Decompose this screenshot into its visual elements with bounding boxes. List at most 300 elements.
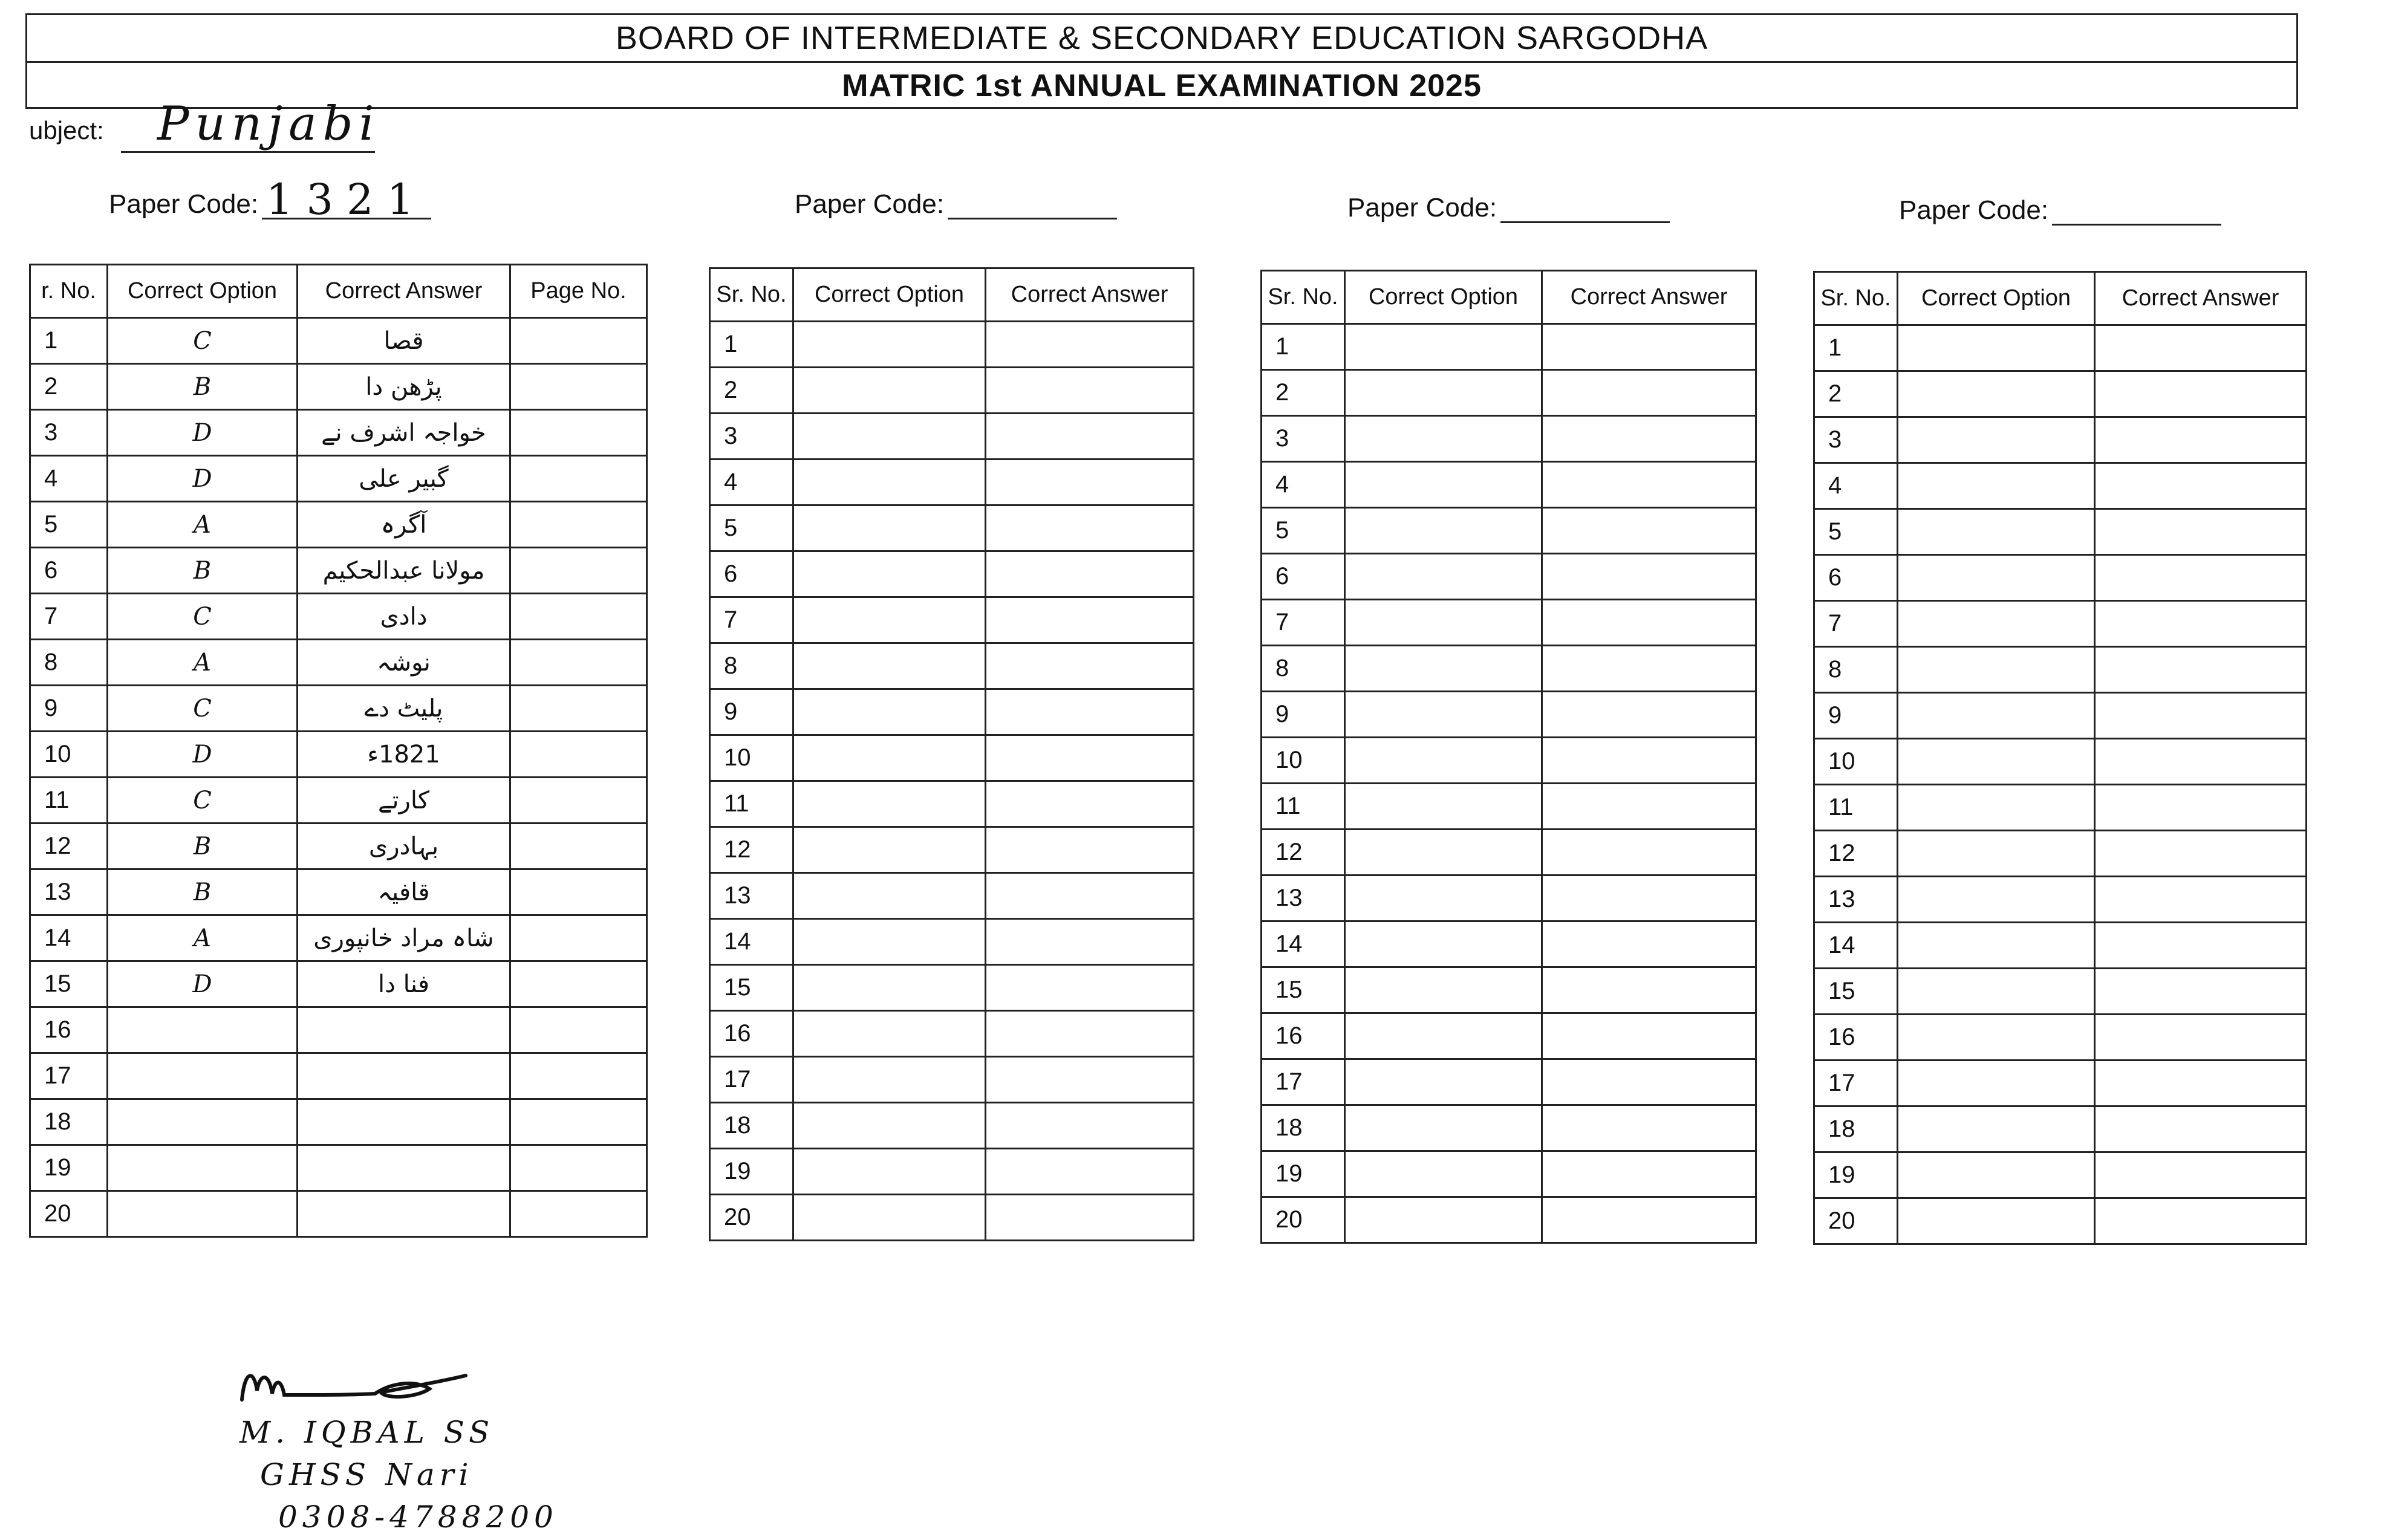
serial-number: 10 — [710, 735, 793, 781]
correct-option-cell — [793, 919, 986, 965]
paper-code-1 — [109, 175, 431, 224]
correct-option-cell — [793, 1011, 986, 1057]
table-row — [30, 640, 647, 686]
correct-option-cell: A — [108, 640, 298, 686]
table-row — [1262, 1151, 1756, 1197]
correct-answer-cell: قافیہ — [298, 869, 510, 915]
column-header: Correct Option — [793, 268, 986, 322]
correct-option-cell — [1345, 1013, 1542, 1059]
serial-number: 2 — [710, 368, 793, 414]
correct-answer-cell — [1542, 830, 1756, 876]
correct-option-cell — [1345, 554, 1542, 600]
correct-option-cell — [793, 1149, 986, 1195]
correct-option-cell: C — [108, 778, 298, 824]
correct-answer-cell — [2095, 1152, 2307, 1198]
table-row — [30, 594, 647, 640]
correct-answer-cell: فنا دا — [298, 961, 510, 1007]
table-row — [30, 364, 647, 410]
correct-option-cell — [1345, 324, 1542, 370]
correct-answer-cell — [986, 965, 1194, 1011]
correct-answer-cell — [986, 597, 1194, 643]
table-row — [710, 689, 1194, 735]
page-number-cell — [510, 732, 647, 778]
table-row — [1262, 1105, 1756, 1151]
table-row — [1262, 738, 1756, 784]
serial-number: 12 — [1262, 830, 1345, 876]
correct-answer-cell — [298, 1053, 510, 1099]
correct-answer-cell — [1542, 784, 1756, 830]
serial-number: 12 — [710, 827, 793, 873]
table-row — [710, 414, 1194, 460]
table-row — [1814, 601, 2307, 647]
table-row — [710, 551, 1194, 597]
correct-answer-cell — [2095, 877, 2307, 923]
serial-number: 8 — [1262, 646, 1345, 692]
correct-option-cell — [1898, 509, 2095, 555]
answer-key-table-3 — [1260, 270, 1757, 1244]
serial-number: 7 — [1814, 601, 1898, 647]
table-row — [30, 318, 647, 364]
correct-option-cell — [1345, 416, 1542, 462]
serial-number: 6 — [1262, 554, 1345, 600]
table-row — [1814, 555, 2307, 601]
exam-title: MATRIC 1st ANNUAL EXAMINATION 2025 — [27, 61, 2296, 109]
serial-number: 15 — [30, 961, 108, 1007]
serial-number: 9 — [710, 689, 793, 735]
column-header: Correct Option — [108, 265, 298, 318]
correct-answer-cell — [986, 643, 1194, 689]
table-row — [710, 827, 1194, 873]
correct-answer-cell — [1542, 738, 1756, 784]
page-number-cell — [510, 961, 647, 1007]
table-row — [1262, 1059, 1756, 1105]
serial-number: 10 — [30, 732, 108, 778]
correct-answer-cell — [2095, 555, 2307, 601]
correct-answer-cell — [1542, 921, 1756, 967]
correct-option-cell — [1345, 967, 1542, 1013]
page-number-cell — [510, 869, 647, 915]
serial-number: 3 — [710, 414, 793, 460]
correct-option-cell — [1898, 417, 2095, 463]
page-number-cell — [510, 594, 647, 640]
table-row — [1262, 876, 1756, 921]
table-row — [1262, 921, 1756, 967]
correct-answer-cell — [1542, 554, 1756, 600]
correct-option-cell — [1345, 692, 1542, 738]
serial-number: 17 — [710, 1057, 793, 1103]
header-box — [25, 13, 2298, 109]
serial-number: 5 — [30, 502, 108, 548]
serial-number: 13 — [710, 873, 793, 919]
table-row — [710, 873, 1194, 919]
table-row — [710, 965, 1194, 1011]
correct-option-cell — [793, 965, 986, 1011]
serial-number: 15 — [1814, 969, 1898, 1015]
correct-answer-cell — [986, 873, 1194, 919]
serial-number: 11 — [1262, 784, 1345, 830]
serial-number: 12 — [1814, 831, 1898, 877]
table-row — [1262, 692, 1756, 738]
correct-option-cell — [1898, 1198, 2095, 1244]
correct-option-cell: C — [108, 686, 298, 732]
correct-answer-cell: آگرہ — [298, 502, 510, 548]
table-row — [710, 643, 1194, 689]
table-row — [710, 1195, 1194, 1241]
table-row — [1814, 463, 2307, 509]
table-row — [30, 1145, 647, 1191]
correct-option-cell — [1345, 921, 1542, 967]
correct-option-cell: A — [108, 502, 298, 548]
serial-number: 13 — [30, 869, 108, 915]
correct-option-cell — [1898, 1152, 2095, 1198]
correct-option-cell — [793, 689, 986, 735]
serial-number: 12 — [30, 824, 108, 869]
column-header: Sr. No. — [1814, 272, 1898, 325]
column-header: Correct Answer — [1542, 271, 1756, 324]
correct-answer-cell — [2095, 371, 2307, 417]
serial-number: 8 — [710, 643, 793, 689]
correct-answer-cell: پڑھن دا — [298, 364, 510, 410]
correct-answer-cell — [2095, 739, 2307, 785]
correct-option-cell — [793, 322, 986, 368]
serial-number: 3 — [30, 410, 108, 456]
correct-option-cell — [1898, 325, 2095, 371]
table-row — [30, 410, 647, 456]
table-header-row — [710, 268, 1194, 322]
correct-answer-cell — [298, 1007, 510, 1053]
paper-code-3 — [1347, 185, 1670, 223]
serial-number: 7 — [30, 594, 108, 640]
table-row — [1814, 325, 2307, 371]
correct-answer-cell — [2095, 509, 2307, 555]
correct-option-cell — [793, 551, 986, 597]
table-row — [30, 1191, 647, 1237]
table-row — [710, 1103, 1194, 1149]
correct-answer-cell — [2095, 831, 2307, 877]
table-row — [1262, 416, 1756, 462]
serial-number: 16 — [1814, 1015, 1898, 1061]
serial-number: 17 — [1814, 1061, 1898, 1106]
table-row — [1814, 923, 2307, 969]
correct-option-cell — [1898, 463, 2095, 509]
table-row — [1262, 784, 1756, 830]
serial-number: 20 — [710, 1195, 793, 1241]
page-number-cell — [510, 915, 647, 961]
table-row — [1814, 831, 2307, 877]
serial-number: 14 — [710, 919, 793, 965]
serial-number: 2 — [1814, 371, 1898, 417]
correct-option-cell — [793, 1057, 986, 1103]
correct-answer-cell — [298, 1099, 510, 1145]
answer-key-table-4 — [1813, 271, 2307, 1245]
correct-answer-cell — [1542, 508, 1756, 554]
correct-option-cell — [108, 1191, 298, 1237]
column-header: Correct Option — [1345, 271, 1542, 324]
serial-number: 13 — [1262, 876, 1345, 921]
table-row — [1814, 693, 2307, 739]
table-row — [710, 322, 1194, 368]
page-number-cell — [510, 778, 647, 824]
correct-answer-cell — [1542, 692, 1756, 738]
serial-number: 1 — [1262, 324, 1345, 370]
correct-option-cell — [1345, 1105, 1542, 1151]
table-row — [30, 1007, 647, 1053]
correct-option-cell — [1898, 647, 2095, 693]
table-row — [1262, 370, 1756, 416]
correct-answer-cell: شاہ مراد خانپوری — [298, 915, 510, 961]
correct-answer-cell — [2095, 417, 2307, 463]
correct-option-cell — [1898, 1061, 2095, 1106]
table-row — [30, 915, 647, 961]
table-row — [710, 597, 1194, 643]
correct-option-cell — [793, 597, 986, 643]
table-row — [1814, 647, 2307, 693]
column-header: Sr. No. — [710, 268, 793, 322]
table-row — [30, 1053, 647, 1099]
correct-option-cell — [793, 414, 986, 460]
correct-option-cell — [793, 460, 986, 505]
column-header: Correct Answer — [298, 265, 510, 318]
correct-option-cell — [793, 827, 986, 873]
table-row — [1814, 509, 2307, 555]
correct-option-cell — [1898, 923, 2095, 969]
correct-option-cell — [793, 368, 986, 414]
serial-number: 7 — [1262, 600, 1345, 646]
correct-option-cell: D — [108, 732, 298, 778]
correct-answer-cell — [2095, 647, 2307, 693]
serial-number: 5 — [1262, 508, 1345, 554]
correct-option-cell — [1898, 969, 2095, 1015]
signature-scribble — [236, 1357, 478, 1412]
serial-number: 1 — [30, 318, 108, 364]
correct-option-cell: B — [108, 824, 298, 869]
serial-number: 15 — [710, 965, 793, 1011]
page-number-cell — [510, 640, 647, 686]
correct-answer-cell — [2095, 463, 2307, 509]
table-row — [710, 460, 1194, 505]
correct-option-cell — [793, 873, 986, 919]
correct-option-cell — [793, 643, 986, 689]
table-header-row — [30, 265, 647, 318]
serial-number: 16 — [1262, 1013, 1345, 1059]
correct-answer-cell — [1542, 1013, 1756, 1059]
answer-key-table-2 — [709, 267, 1194, 1241]
correct-option-cell — [108, 1007, 298, 1053]
serial-number: 10 — [1814, 739, 1898, 785]
page-number-cell — [510, 410, 647, 456]
table-row — [30, 778, 647, 824]
paper-code-value — [948, 181, 1117, 219]
correct-answer-cell — [1542, 1151, 1756, 1197]
serial-number: 1 — [1814, 325, 1898, 371]
paper-code-value: 1321 — [262, 181, 431, 219]
serial-number: 18 — [1262, 1105, 1345, 1151]
correct-option-cell: D — [108, 961, 298, 1007]
board-title: BOARD OF INTERMEDIATE & SECONDARY EDUCATION SARGODHA — [615, 20, 1708, 56]
table-row — [1262, 646, 1756, 692]
correct-answer-cell: دادی — [298, 594, 510, 640]
table-row — [710, 735, 1194, 781]
serial-number: 5 — [710, 505, 793, 551]
correct-option-cell — [1898, 877, 2095, 923]
serial-number: 17 — [30, 1053, 108, 1099]
table-header-row — [1814, 272, 2307, 325]
signatory-phone: 0308-4788200 — [278, 1499, 558, 1535]
serial-number: 11 — [30, 778, 108, 824]
table-row — [1814, 1061, 2307, 1106]
correct-answer-cell — [986, 1103, 1194, 1149]
table-row — [1262, 1197, 1756, 1243]
serial-number: 20 — [1262, 1197, 1345, 1243]
serial-number: 19 — [30, 1145, 108, 1191]
correct-answer-cell — [298, 1145, 510, 1191]
table-row — [710, 1057, 1194, 1103]
correct-option-cell — [1345, 508, 1542, 554]
correct-answer-cell — [986, 735, 1194, 781]
table-row — [1814, 1152, 2307, 1198]
signatory-school: GHSS Nari — [260, 1457, 474, 1492]
table-row — [30, 686, 647, 732]
table-row — [1814, 877, 2307, 923]
table-row — [710, 368, 1194, 414]
serial-number: 2 — [1262, 370, 1345, 416]
table-row — [1814, 1015, 2307, 1061]
serial-number: 6 — [710, 551, 793, 597]
table-row — [1262, 554, 1756, 600]
correct-answer-cell — [2095, 1061, 2307, 1106]
page-number-cell — [510, 1145, 647, 1191]
serial-number: 18 — [30, 1099, 108, 1145]
page-number-cell — [510, 364, 647, 410]
correct-option-cell — [1345, 646, 1542, 692]
correct-answer-cell — [1542, 1059, 1756, 1105]
serial-number: 1 — [710, 322, 793, 368]
correct-option-cell — [1345, 830, 1542, 876]
page-number-cell — [510, 1099, 647, 1145]
paper-code-label: Paper Code: — [109, 189, 259, 219]
correct-option-cell: D — [108, 410, 298, 456]
correct-option-cell — [1345, 876, 1542, 921]
correct-answer-cell — [1542, 600, 1756, 646]
serial-number: 4 — [1262, 462, 1345, 508]
table-row — [30, 824, 647, 869]
paper-code-value — [2052, 187, 2221, 226]
correct-answer-cell — [986, 414, 1194, 460]
correct-option-cell — [1898, 1015, 2095, 1061]
serial-number: 19 — [1262, 1151, 1345, 1197]
correct-option-cell — [1898, 371, 2095, 417]
table-row — [1262, 967, 1756, 1013]
correct-answer-cell — [986, 919, 1194, 965]
serial-number: 8 — [1814, 647, 1898, 693]
serial-number: 9 — [30, 686, 108, 732]
serial-number: 20 — [1814, 1198, 1898, 1244]
serial-number: 14 — [30, 915, 108, 961]
signatory-name: M. IQBAL SS — [239, 1415, 495, 1450]
serial-number: 6 — [1814, 555, 1898, 601]
table-row — [30, 1099, 647, 1145]
correct-answer-cell: نوشہ — [298, 640, 510, 686]
correct-answer-cell: 1821ء — [298, 732, 510, 778]
correct-answer-cell — [986, 1057, 1194, 1103]
correct-answer-cell — [2095, 693, 2307, 739]
correct-option-cell — [1345, 1151, 1542, 1197]
column-header: Correct Answer — [986, 268, 1194, 322]
correct-answer-cell — [2095, 969, 2307, 1015]
serial-number: 9 — [1814, 693, 1898, 739]
table-row — [710, 1149, 1194, 1195]
paper-code-value — [1500, 185, 1670, 223]
correct-option-cell — [793, 1195, 986, 1241]
table-row — [1262, 324, 1756, 370]
correct-option-cell — [1898, 739, 2095, 785]
page-number-cell — [510, 502, 647, 548]
column-header: Page No. — [510, 265, 647, 318]
table-row — [710, 919, 1194, 965]
correct-option-cell — [793, 1103, 986, 1149]
serial-number: 3 — [1814, 417, 1898, 463]
table-row — [710, 1011, 1194, 1057]
page-number-cell — [510, 1007, 647, 1053]
correct-option-cell — [793, 781, 986, 827]
correct-option-cell — [1345, 370, 1542, 416]
column-header: Sr. No. — [1262, 271, 1345, 324]
serial-number: 11 — [1814, 785, 1898, 831]
correct-option-cell: B — [108, 548, 298, 594]
correct-answer-cell — [2095, 785, 2307, 831]
table-row — [30, 456, 647, 502]
correct-option-cell: C — [108, 594, 298, 640]
correct-answer-cell — [986, 322, 1194, 368]
correct-answer-cell: پلیٹ دے — [298, 686, 510, 732]
table-row — [1814, 1198, 2307, 1244]
table-row — [1814, 969, 2307, 1015]
table-row — [1262, 600, 1756, 646]
correct-answer-cell — [986, 689, 1194, 735]
table-row — [1814, 739, 2307, 785]
table-row — [1814, 417, 2307, 463]
table-row — [30, 732, 647, 778]
correct-option-cell — [108, 1053, 298, 1099]
correct-option-cell — [793, 505, 986, 551]
serial-number: 16 — [710, 1011, 793, 1057]
correct-answer-cell — [986, 781, 1194, 827]
correct-option-cell: D — [108, 456, 298, 502]
table-row — [30, 502, 647, 548]
page-number-cell — [510, 548, 647, 594]
serial-number: 4 — [710, 460, 793, 505]
serial-number: 18 — [1814, 1106, 1898, 1152]
answer-key-table-1 — [29, 264, 648, 1238]
table-header-row — [1262, 271, 1756, 324]
serial-number: 19 — [1814, 1152, 1898, 1198]
paper-code-2 — [795, 181, 1117, 219]
correct-option-cell — [1345, 784, 1542, 830]
correct-answer-cell — [2095, 601, 2307, 647]
page-number-cell — [510, 824, 647, 869]
paper-code-label: Paper Code: — [1899, 195, 2049, 225]
correct-answer-cell: گبیر علی — [298, 456, 510, 502]
correct-answer-cell — [1542, 370, 1756, 416]
correct-answer-cell — [1542, 646, 1756, 692]
column-header: Correct Answer — [2095, 272, 2307, 325]
correct-option-cell — [1898, 601, 2095, 647]
correct-answer-cell — [1542, 1197, 1756, 1243]
table-row — [1262, 462, 1756, 508]
table-row — [1814, 1106, 2307, 1152]
serial-number: 4 — [30, 456, 108, 502]
correct-answer-cell — [1542, 967, 1756, 1013]
